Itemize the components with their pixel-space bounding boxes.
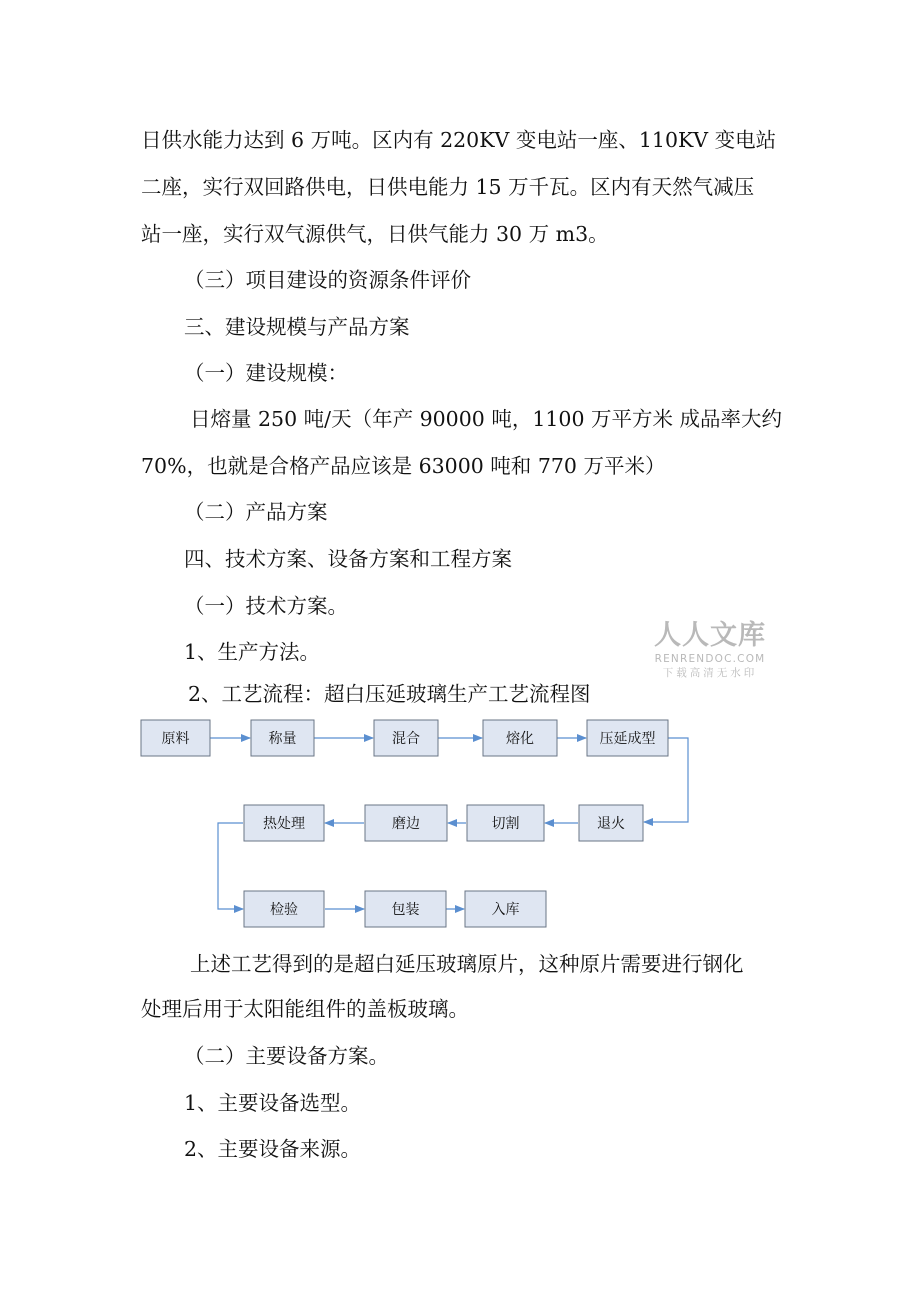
paragraph-line-after-flow-1: 上述工艺得到的是超白延压玻璃原片，这种原片需要进行钢化: [190, 952, 744, 976]
paragraph-line-capacity-1: 日熔量 250 吨/天（年产 90000 吨，1100 万平方米 成品率大约: [190, 407, 783, 431]
watermark-subtitle: RENRENDOC.COM: [654, 653, 766, 665]
step-cutting: [467, 805, 544, 841]
step-label: 退火: [597, 816, 625, 832]
step-label: 包装: [391, 902, 420, 918]
step-warehousing: [465, 891, 546, 927]
watermark-logo: [648, 620, 772, 680]
subsection-heading-tech: （一）技术方案。: [184, 594, 348, 618]
paragraph-line-2: 二座，实行双回路供电，日供电能力 15 万千瓦。区内有天然气减压: [141, 175, 755, 199]
step-label: 原料: [161, 731, 190, 747]
item-equipment-selection: 1、主要设备选型。: [184, 1091, 362, 1115]
section-heading-technical-plan: 四、技术方案、设备方案和工程方案: [184, 547, 512, 571]
step-label: 检验: [270, 902, 298, 918]
step-label: 称量: [268, 731, 297, 747]
step-annealing: [579, 805, 643, 841]
step-melting: [483, 720, 557, 756]
step-inspection: [244, 891, 324, 927]
step-label: 热处理: [263, 816, 305, 832]
item-process-flow-title: 2、工艺流程：超白压延玻璃生产工艺流程图: [188, 682, 591, 706]
watermark-title: 人人文库: [654, 620, 766, 651]
step-label: 压延成型: [599, 731, 656, 747]
step-rolling: [587, 720, 668, 756]
section-heading-scale-and-product: 三、建设规模与产品方案: [184, 315, 410, 339]
step-packaging: [365, 891, 446, 927]
step-weighing: [251, 720, 314, 756]
paragraph-line-1: 日供水能力达到 6 万吨。区内有 220KV 变电站一座、110KV 变电站: [141, 128, 777, 152]
step-label: 切割: [491, 816, 520, 832]
step-label: 磨边: [392, 816, 420, 832]
arrow-heat-to-inspect: [218, 823, 243, 909]
section-heading-resource-evaluation: （三）项目建设的资源条件评价: [184, 268, 471, 292]
paragraph-line-capacity-2: 70%，也就是合格产品应该是 63000 吨和 770 万平米）: [141, 454, 666, 478]
step-label: 混合: [392, 731, 420, 747]
watermark-tagline: 下载高清无水印: [662, 667, 758, 679]
item-production-method: 1、生产方法。: [184, 640, 321, 664]
paragraph-line-after-flow-2: 处理后用于太阳能组件的盖板玻璃。: [141, 997, 469, 1021]
step-mixing: [374, 720, 438, 756]
subsection-heading-scale: （一）建设规模：: [184, 361, 348, 385]
step-heat-treatment: [244, 805, 324, 841]
step-raw-material: [141, 720, 210, 756]
subsection-heading-equipment: （二）主要设备方案。: [184, 1044, 389, 1068]
step-label: 熔化: [506, 731, 534, 747]
item-equipment-source: 2、主要设备来源。: [184, 1137, 362, 1161]
subsection-heading-product-plan: （二）产品方案: [184, 500, 328, 524]
step-label: 入库: [491, 902, 520, 918]
paragraph-line-3: 站一座，实行双气源供气，日供气能力 30 万 m3。: [141, 222, 609, 246]
step-edge-grinding: [365, 805, 447, 841]
